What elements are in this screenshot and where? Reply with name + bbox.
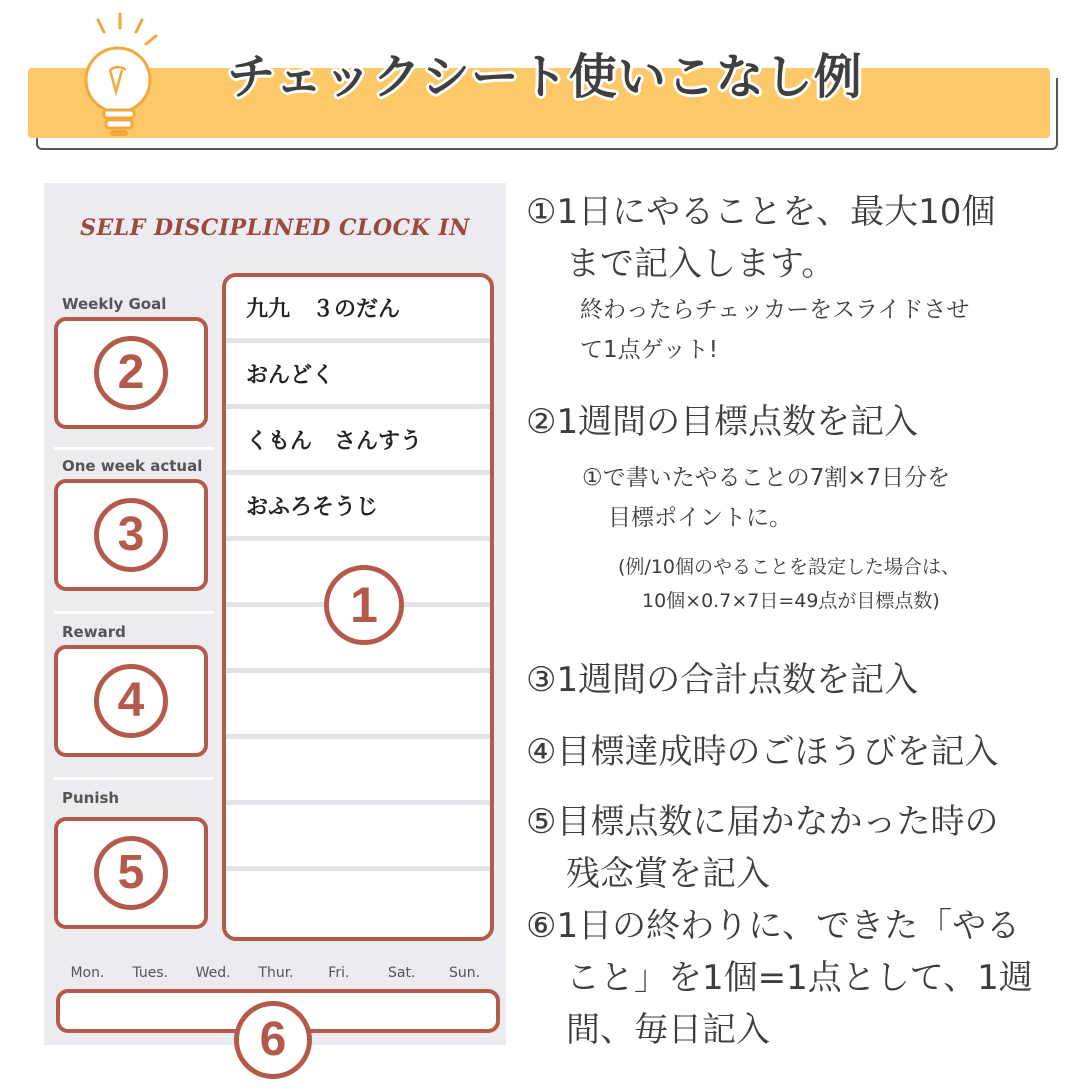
task-row[interactable] [226,739,490,805]
day-label: Wed. [195,965,231,981]
weekly-goal-label: Weekly Goal [62,295,167,313]
task-row[interactable]: おんどく [226,343,490,409]
instruction-1-note [580,290,969,370]
instruction-6-line3: 間、毎日記入 [566,1010,770,1050]
instruction-1-line2: まで記入します。 [566,244,836,284]
marker-1: 1 [324,565,404,645]
instruction-6-line1: ⑥1日の終わりに、できた「やる [526,906,1021,946]
one-week-actual-label: One week actual [62,457,203,475]
instruction-1-sub1: 終わったらチェッカーをスライドさせ [580,297,970,323]
weekly-goal-box [54,317,208,429]
task-row[interactable]: 九九 ３のだん [226,277,490,343]
instruction-2-note [582,458,950,538]
instruction-2-note2: 10個×0.7×7日=49点が目標点数) [642,590,940,612]
instruction-6-line2: こと」を1個=1点として、1週 [566,958,1033,998]
day-label: Sat. [388,965,416,981]
reward-label: Reward [62,623,126,641]
marker-5: 5 [94,836,168,910]
instruction-2-note1: (例/10個のやることを設定した場合は、 [618,556,960,578]
punish-box [54,817,208,929]
marker-6: 6 [234,1001,312,1079]
check-sheet [44,183,506,1066]
task-list [222,273,494,941]
divider [54,777,214,780]
marker-3: 3 [94,498,168,572]
instruction-1-sub2: て1点ゲット! [580,337,718,363]
instruction-6 [526,900,1033,1056]
day-label: Thur. [258,965,294,981]
instruction-2: ②1週間の目標点数を記入 [526,402,919,442]
instruction-1 [526,186,995,290]
instruction-4: ④目標達成時のごほうびを記入 [526,732,999,772]
sheet-title: SELF DISCIPLINED CLOCK IN [80,215,470,241]
task-row[interactable] [226,871,490,937]
divider [54,611,214,614]
instruction-2-example [618,550,960,618]
marker-2: 2 [94,336,168,410]
instruction-5 [526,796,998,900]
weekday-labels [56,965,496,981]
day-label: Mon. [70,965,105,981]
marker-4: 4 [94,664,168,738]
day-label: Fri. [328,965,350,981]
day-label: Sun. [449,965,481,981]
task-row[interactable]: くもん さんすう [226,409,490,475]
page-title: チェックシート使いこなし例 [227,49,863,105]
instruction-5-line2: 残念賞を記入 [566,854,770,894]
instruction-2-sub1: ①で書いたやることの7割×7日分を [582,465,951,491]
day-label: Tues. [132,965,169,981]
one-week-actual-box [54,479,208,591]
task-row[interactable]: おふろそうじ [226,475,490,541]
instruction-2-sub2: 目標ポイントに。 [608,505,792,531]
instruction-5-line1: ⑤目標点数に届かなかった時の [526,802,999,842]
task-row[interactable] [226,805,490,871]
divider [54,447,214,450]
reward-box [54,645,208,757]
task-row[interactable] [226,673,490,739]
instruction-3: ③1週間の合計点数を記入 [526,660,919,700]
punish-label: Punish [62,789,120,807]
instruction-1-line1: ①1日にやることを、最大10個 [526,192,996,232]
